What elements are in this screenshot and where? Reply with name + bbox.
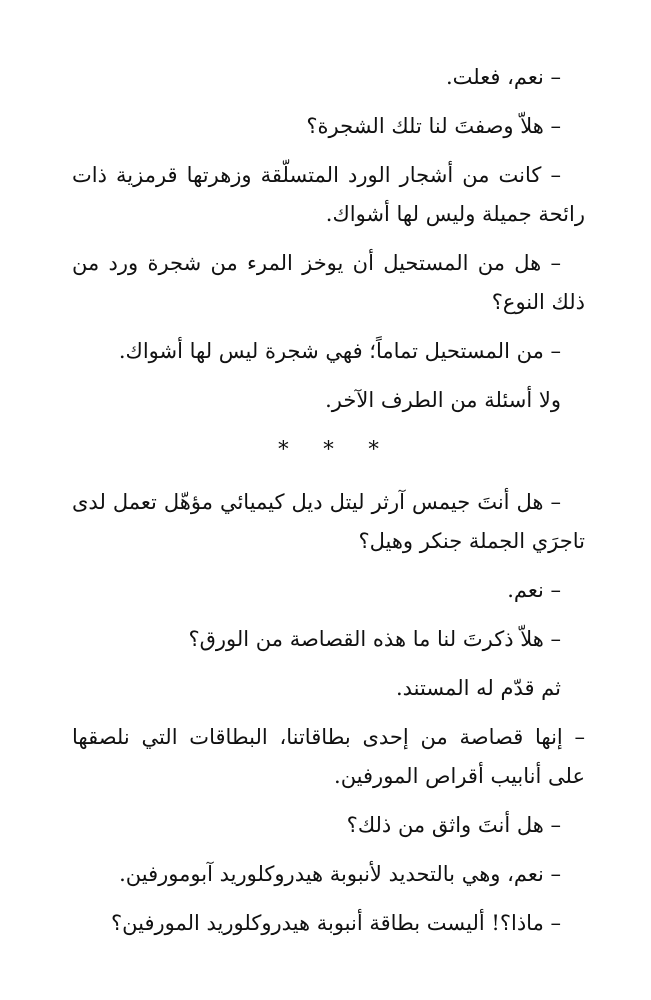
dialogue-paragraph: – نعم، فعلت. bbox=[446, 65, 561, 89]
dialogue-paragraph: – إنها قصاصة من إحدى بطاقاتنا، البطاقات التي نلصقها على أنابيب أقراص المورفين. bbox=[72, 725, 585, 788]
narration-paragraph: ثم قدّم له المستند. bbox=[395, 676, 561, 700]
dialogue-paragraph: – هلاّ وصفتَ لنا تلك الشجرة؟ bbox=[306, 114, 561, 138]
dialogue-paragraph: – هل من المستحيل أن يوخز المرء من شجرة ورد من ذلك النوع؟ bbox=[72, 251, 585, 314]
dialogue-paragraph: – نعم، وهي بالتحديد لأنبوبة هيدروكلوريد آبومورفين. bbox=[119, 862, 561, 886]
dialogue-paragraph: – ماذا؟! أليست بطاقة أنبوبة هيدروكلوريد المورفين؟ bbox=[110, 911, 561, 935]
section-divider: * * * bbox=[278, 437, 393, 461]
dialogue-paragraph: – كانت من أشجار الورد المتسلّقة وزهرتها قرمزية ذات رائحة جميلة وليس لها أشواك. bbox=[72, 163, 585, 226]
dialogue-paragraph: – هل أنتَ جيمس آرثر ليتل ديل كيميائي مؤهّل تعمل لدى تاجرَي الجملة جنكر وهيل؟ bbox=[72, 490, 585, 553]
dialogue-paragraph: – هلاّ ذكرتَ لنا ما هذه القصاصة من الورق؟ bbox=[188, 627, 561, 651]
page-text bbox=[72, 58, 585, 953]
narration-paragraph: ولا أسئلة من الطرف الآخر. bbox=[325, 388, 561, 412]
dialogue-paragraph: – من المستحيل تماماً؛ فهي شجرة ليس لها أشواك. bbox=[118, 339, 561, 363]
dialogue-paragraph: – نعم. bbox=[507, 578, 561, 602]
dialogue-paragraph: – هل أنتَ واثق من ذلك؟ bbox=[346, 813, 561, 837]
